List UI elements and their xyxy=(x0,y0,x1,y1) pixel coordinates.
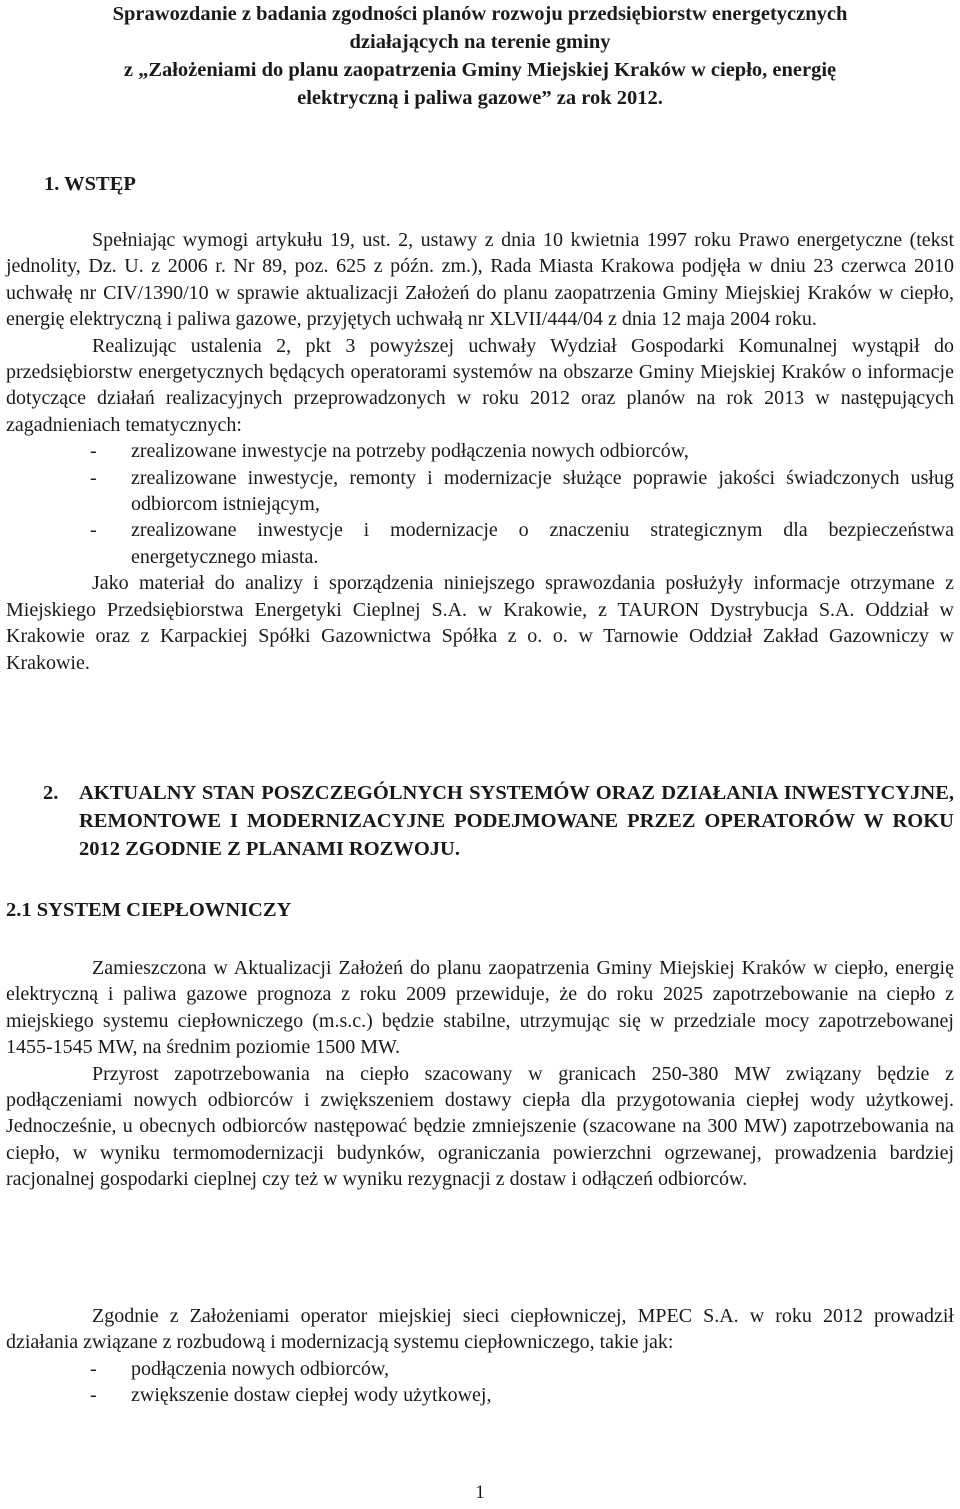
document-page xyxy=(6,0,954,1503)
list-item-text: zrealizowane inwestycje i modernizacje o znaczeniu strategicznym dla bezpieczeństwa energetycznego miasta. xyxy=(131,519,954,568)
page-number: 1 xyxy=(475,1482,485,1503)
list-dash: - xyxy=(90,440,97,463)
list-item-text: zrealizowane inwestycje na potrzeby podłączenia nowych odbiorców, xyxy=(131,440,689,463)
title-line-3: z „Założeniami do planu zaopatrzenia Gminy Miejskiej Kraków w ciepło, energię xyxy=(123,59,837,81)
list-item-text: zwiększenie dostaw ciepłej wody użytkowej, xyxy=(131,1384,492,1407)
section-1-list-item-2 xyxy=(6,465,954,518)
section-2-1-body-continued xyxy=(6,1303,954,1409)
section-1-paragraph-1: Spełniając wymogi artykułu 19, ust. 2, ustawy z dnia 10 kwietnia 1997 roku Prawo energetyczne (tekst jednolity, Dz. U. z 2006 r. Nr 89, poz. 625 z późn. zm.), Rada Miasta Krakowa podjęła w dniu 23 czerwca 2010 uchwałę nr CIV/1390/10 w sprawie aktualizacji Założeń do planu zaopatrzenia Gminy Miejskiej Kraków w ciepło, energię elektryczną i paliwa gazowe, przyjętych uchwałą nr XLVII/444/04 z dnia 12 maja 2004 roku. xyxy=(6,229,954,331)
section-1-list-item-3 xyxy=(6,517,954,570)
section-2-1-paragraph-3: Zgodnie z Założeniami operator miejskiej sieci ciepłowniczej, MPEC S.A. w roku 2012 prowadził działania związane z rozbudową i modernizacją systemu ciepłowniczego, takie jak: xyxy=(6,1305,954,1354)
document-title xyxy=(6,0,954,112)
list-item-text: podłączenia nowych odbiorców, xyxy=(131,1357,390,1380)
section-1-heading: 1. WSTĘP xyxy=(44,173,136,195)
section-2-heading-text: AKTUALNY STAN POSZCZEGÓLNYCH SYSTEMÓW ORAZ DZIAŁANIA INWESTYCYJNE, REMONTOWE I MODERNIZACYJNE PODEJMOWANE PRZEZ OPERATORÓW W ROKU 2012 ZGODNIE Z PLANAMI ROZWOJU. xyxy=(79,782,954,860)
list-dash: - xyxy=(90,519,97,542)
section-1-list-item-1 xyxy=(6,438,954,464)
section-2-1-paragraph-1: Zamieszczona w Aktualizacji Założeń do planu zaopatrzenia Gminy Miejskiej Kraków w ciepło, energię elektryczną i paliwa gazowe prognoza z roku 2009 przewiduje, że do roku 2025 zapotrzebowanie na ciepło z miejskiego systemu ciepłowniczego (m.s.c.) będzie stabilne, utrzymując się w przedziale mocy zapotrzebowanej 1455-1545 MW, na średnim poziomie 1500 MW. xyxy=(6,957,954,1059)
section-2-1-list-item-2 xyxy=(6,1382,954,1408)
title-line-2: działających na terenie gminy xyxy=(349,31,611,53)
section-1-body xyxy=(6,227,954,676)
section-2-1-heading: 2.1 SYSTEM CIEPŁOWNICZY xyxy=(6,899,292,921)
section-1-paragraph-3: Jako materiał do analizy i sporządzenia niniejszego sprawozdania posłużyły informacje otrzymane z Miejskiego Przedsiębiorstwa Energetyki Cieplnej S.A. w Krakowie, z TAURON Dystrybucja S.A. Oddział w Krakowie oraz z Karpackiej Spółki Gazownictwa Spółka z o. o. w Tarnowie Oddział Zakład Gazowniczy w Krakowie. xyxy=(6,572,954,674)
list-dash: - xyxy=(90,1384,97,1407)
list-dash: - xyxy=(90,466,97,489)
title-line-1: Sprawozdanie z badania zgodności planów rozwoju przedsiębiorstw energetycznych xyxy=(112,3,848,25)
list-item-text: zrealizowane inwestycje, remonty i modernizacje służące poprawie jakości świadczonych usług odbiorcom istniejącym, xyxy=(131,466,954,516)
section-2-heading xyxy=(6,779,954,863)
list-dash: - xyxy=(90,1357,97,1380)
section-1-paragraph-2: Realizując ustalenia 2, pkt 3 powyższej uchwały Wydział Gospodarki Komunalnej wystąpił do przedsiębiorstw energetycznych będących operatorami systemów na obszarze Gminy Miejskiej Kraków o informacje dotyczące działań realizacyjnych przeprowadzonych w roku 2012 oraz planów na rok 2013 w następujących zagadnieniach tematycznych: xyxy=(6,334,954,436)
section-2-1-paragraph-2: Przyrost zapotrzebowania na ciepło szacowany w granicach 250-380 MW związany będzie z podłączeniami nowych odbiorców i zwiększeniem dostawy ciepła dla przygotowania ciepłej wody użytkowej. Jednocześnie, u obecnych odbiorców następować będzie zmniejszenie (szacowane na 300 MW) zapotrzebowania na ciepło, w wyniku termomodernizacji budynków, ograniczania powierzchni ogrzewanej, prowadzenia bardziej racjonalnej gospodarki cieplnej czy też w wyniku rezygnacji z dostaw i odłączeń odbiorców. xyxy=(6,1062,954,1191)
section-2-number: 2. xyxy=(43,782,59,804)
section-2-1-list-item-1 xyxy=(6,1356,954,1382)
section-2-1-body xyxy=(6,955,954,1193)
title-line-4: elektryczną i paliwa gazowe” za rok 2012. xyxy=(297,87,663,109)
